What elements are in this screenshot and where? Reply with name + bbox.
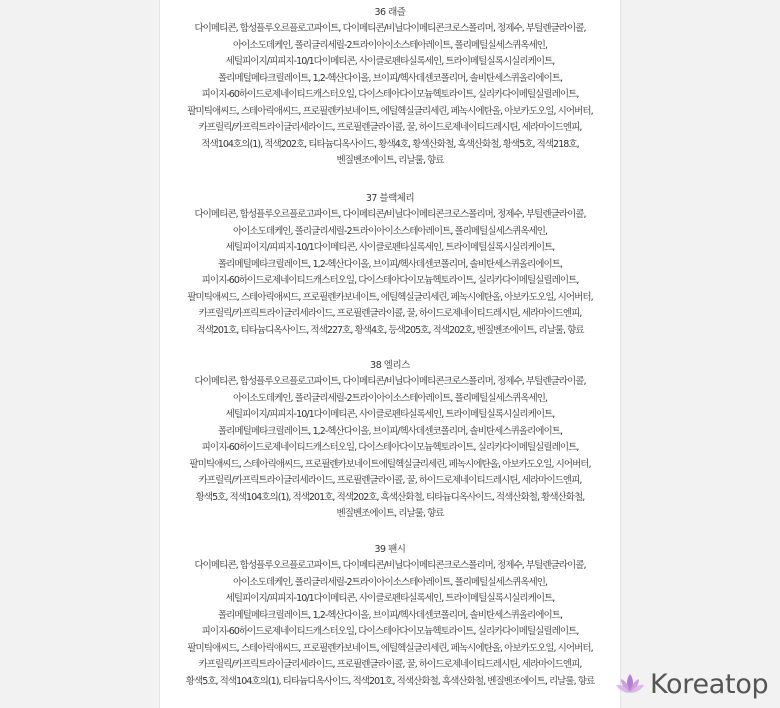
- ingredient-line: 벤질벤조에이트, 리날룰, 향료: [336, 155, 444, 166]
- document-page: [159, 0, 621, 708]
- ingredient-line: 세틸피이지/피피지-10/1다이메티콘, 사이클로펜타실록세인, 트라이메틸실록시실리케이트,: [225, 56, 555, 67]
- ingredient-line: 세틸피이지/피피지-10/1다이메티콘, 사이클로펜타실록세인, 트라이메틸실록시실리케이트,: [225, 593, 555, 604]
- ingredient-line: 폴리메틸메타크릴레이트, 1,2-헥산다이올, 브이피/헥사데센코폴리머, 솔비탄세스퀴올리에이트,: [217, 609, 563, 621]
- section-title: 36 래즐: [374, 7, 406, 18]
- ingredient-section-39: [160, 541, 620, 690]
- ingredient-line: 피이지-60하이드로제네이티드캐스터오일, 다이스테아다이모늄헥토라이트, 실리카다이메틸실릴레이트,: [201, 89, 579, 100]
- ingredient-line: 피이지-60하이드로제네이티드캐스터오일, 다이스테아다이모늄헥토라이트, 실리카다이메틸실릴레이트,: [201, 275, 579, 286]
- section-title: 38 엘리스: [370, 360, 410, 371]
- ingredient-line: 세틸피이지/피피지-10/1다이메티콘, 사이클로펜타실록세인, 트라이메틸실록시실리케이트,: [225, 242, 555, 253]
- ingredient-line: 아이소도데케인, 폴리글리세릴-2트라이아이소스테아레이트, 폴리메틸실세스퀴옥세인,: [232, 39, 548, 51]
- koreatop-watermark: [615, 664, 768, 704]
- ingredient-line: 팔미틱애씨드, 스테아릭애씨드, 프로필렌카보네이트, 에틸헥실글리세린, 페녹시에탄올, 아보카도오일, 시어버터,: [187, 105, 593, 117]
- ingredient-line: 폴리메틸메타크릴레이트, 1,2-헥산다이올, 브이피/헥사데센코폴리머, 솔비탄세스퀴올리에이트,: [217, 425, 563, 437]
- ingredient-line: 아이소도데케인, 폴리글리세릴-2트라이아이소스테아레이트, 폴리메틸실세스퀴옥세인,: [232, 392, 548, 404]
- ingredient-line: 폴리메틸메타크릴레이트, 1,2-헥산다이올, 브이피/헥사데센코폴리머, 솔비탄세스퀴올리에이트,: [217, 258, 563, 270]
- ingredient-line: 팔미틱애씨드, 스테아릭애씨드, 프로필렌카보네이트, 에틸헥실글리세린, 페녹시에탄올, 아보카도오일, 시어버터,: [187, 642, 593, 654]
- ingredient-line: 팔미틱애씨드, 스테아릭애씨드, 프로필렌카보네이트에틸헥실글리세린, 페녹시에탄올, 아보카도오일, 시어버터,: [189, 458, 591, 470]
- ingredient-line: 폴리메틸메타크릴레이트, 1,2-헥산다이올, 브이피/헥사데센코폴리머, 솔비탄세스퀴올리에이트,: [217, 72, 563, 84]
- ingredient-line: 카프릴릭/카프릭트라이글리세라이드, 프로필렌글라이콜, 꿀, 하이드로제네이티드레시틴, 세라마이드엔피,: [198, 308, 582, 319]
- ingredient-line: 카프릴릭/카프릭트라이글리세라이드, 프로필렌글라이콜, 꿀, 하이드로제네이티드레시틴, 세라마이드엔피,: [198, 122, 582, 133]
- ingredient-line: 아이소도데케인, 폴리글리세릴-2트라이아이소스테아레이트, 폴리메틸실세스퀴옥세인,: [232, 576, 548, 588]
- ingredient-line: 피이지-60하이드로제네이티드캐스터오일, 다이스테아다이모늄헥토라이트, 실리카다이메틸실릴레이트,: [201, 442, 579, 453]
- ingredient-line: 황색5호, 적색104호의(1), 티타늄디옥사이드, 적색201호, 적색산화철, 흑색산화철, 벤질벤조에이트, 리날룰, 향료: [185, 675, 595, 687]
- ingredient-line: 다이메티콘, 합성플루오르플로고파이트, 다이메티콘/비닐다이메티콘크로스폴리머, 정제수, 부틸렌글라이콜,: [194, 209, 586, 220]
- ingredient-line: 아이소도데케인, 폴리글리세릴-2트라이아이소스테아레이트, 폴리메틸실세스퀴옥세인,: [232, 225, 548, 237]
- ingredient-line: 팔미틱애씨드, 스테아릭애씨드, 프로필렌카보네이트, 에틸헥실글리세린, 페녹시에탄올, 아보카도오일, 시어버터,: [187, 291, 593, 303]
- ingredient-line: 피이지-60하이드로제네이티드캐스터오일, 다이스테아다이모늄헥토라이트, 실리카다이메틸실릴레이트,: [201, 626, 579, 637]
- ingredient-section-38: [160, 357, 620, 523]
- section-title: 37 블랙체리: [365, 193, 415, 204]
- ingredient-line: 세틸피이지/피피지-10/1다이메티콘, 사이클로펜타실록세인, 트라이메틸실록시실리케이트,: [225, 409, 555, 420]
- ingredient-line: 다이메티콘, 합성플루오르플로고파이트, 다이메티콘/비닐다이메티콘크로스폴리머, 정제수, 부틸렌글라이콜,: [194, 560, 586, 571]
- ingredient-line: 벤질벤조에이트, 리날룰, 향료: [336, 508, 444, 519]
- lotus-icon: [615, 672, 645, 696]
- ingredient-section-36: [160, 4, 620, 170]
- ingredient-line: 다이메티콘, 합성플루오르플로고파이트, 다이메티콘/비닐다이메티콘크로스폴리머, 정제수, 부틸렌글라이콜,: [194, 23, 586, 34]
- ingredient-line: 카프릴릭/카프릭트라이글리세라이드, 프로필렌글라이콜, 꿀, 하이드로제네이티드레시틴, 세라마이드엔피,: [198, 659, 582, 670]
- ingredient-line: 적색104호의(1), 적색202호, 티타늄디옥사이드, 황색4호, 황색산화철, 흑색산화철, 황색5호, 적색218호,: [201, 138, 579, 150]
- ingredient-section-37: [160, 190, 620, 339]
- ingredient-line: 적색201호, 티타늄디옥사이드, 적색227호, 황색4호, 등색205호, 적색202호, 벤질벤조에이트, 리날룰, 향료: [196, 324, 584, 336]
- watermark-text: Koreatop: [650, 668, 769, 700]
- ingredient-line: 다이메티콘, 합성플루오르플로고파이트, 다이메티콘/비닐다이메티콘크로스폴리머, 정제수, 부틸렌글라이콜,: [194, 376, 586, 387]
- section-title: 39 팬시: [374, 544, 406, 555]
- ingredient-line: 황색5호, 적색104호의(1), 적색201호, 적색202호, 흑색산화철, 티타늄디옥사이드, 적색산화철, 황색산화철,: [195, 491, 585, 503]
- ingredient-line: 카프릴릭/카프릭트라이글리세라이드, 프로필렌글라이콜, 꿀, 하이드로제네이티드레시틴, 세라마이드엔피,: [198, 475, 582, 486]
